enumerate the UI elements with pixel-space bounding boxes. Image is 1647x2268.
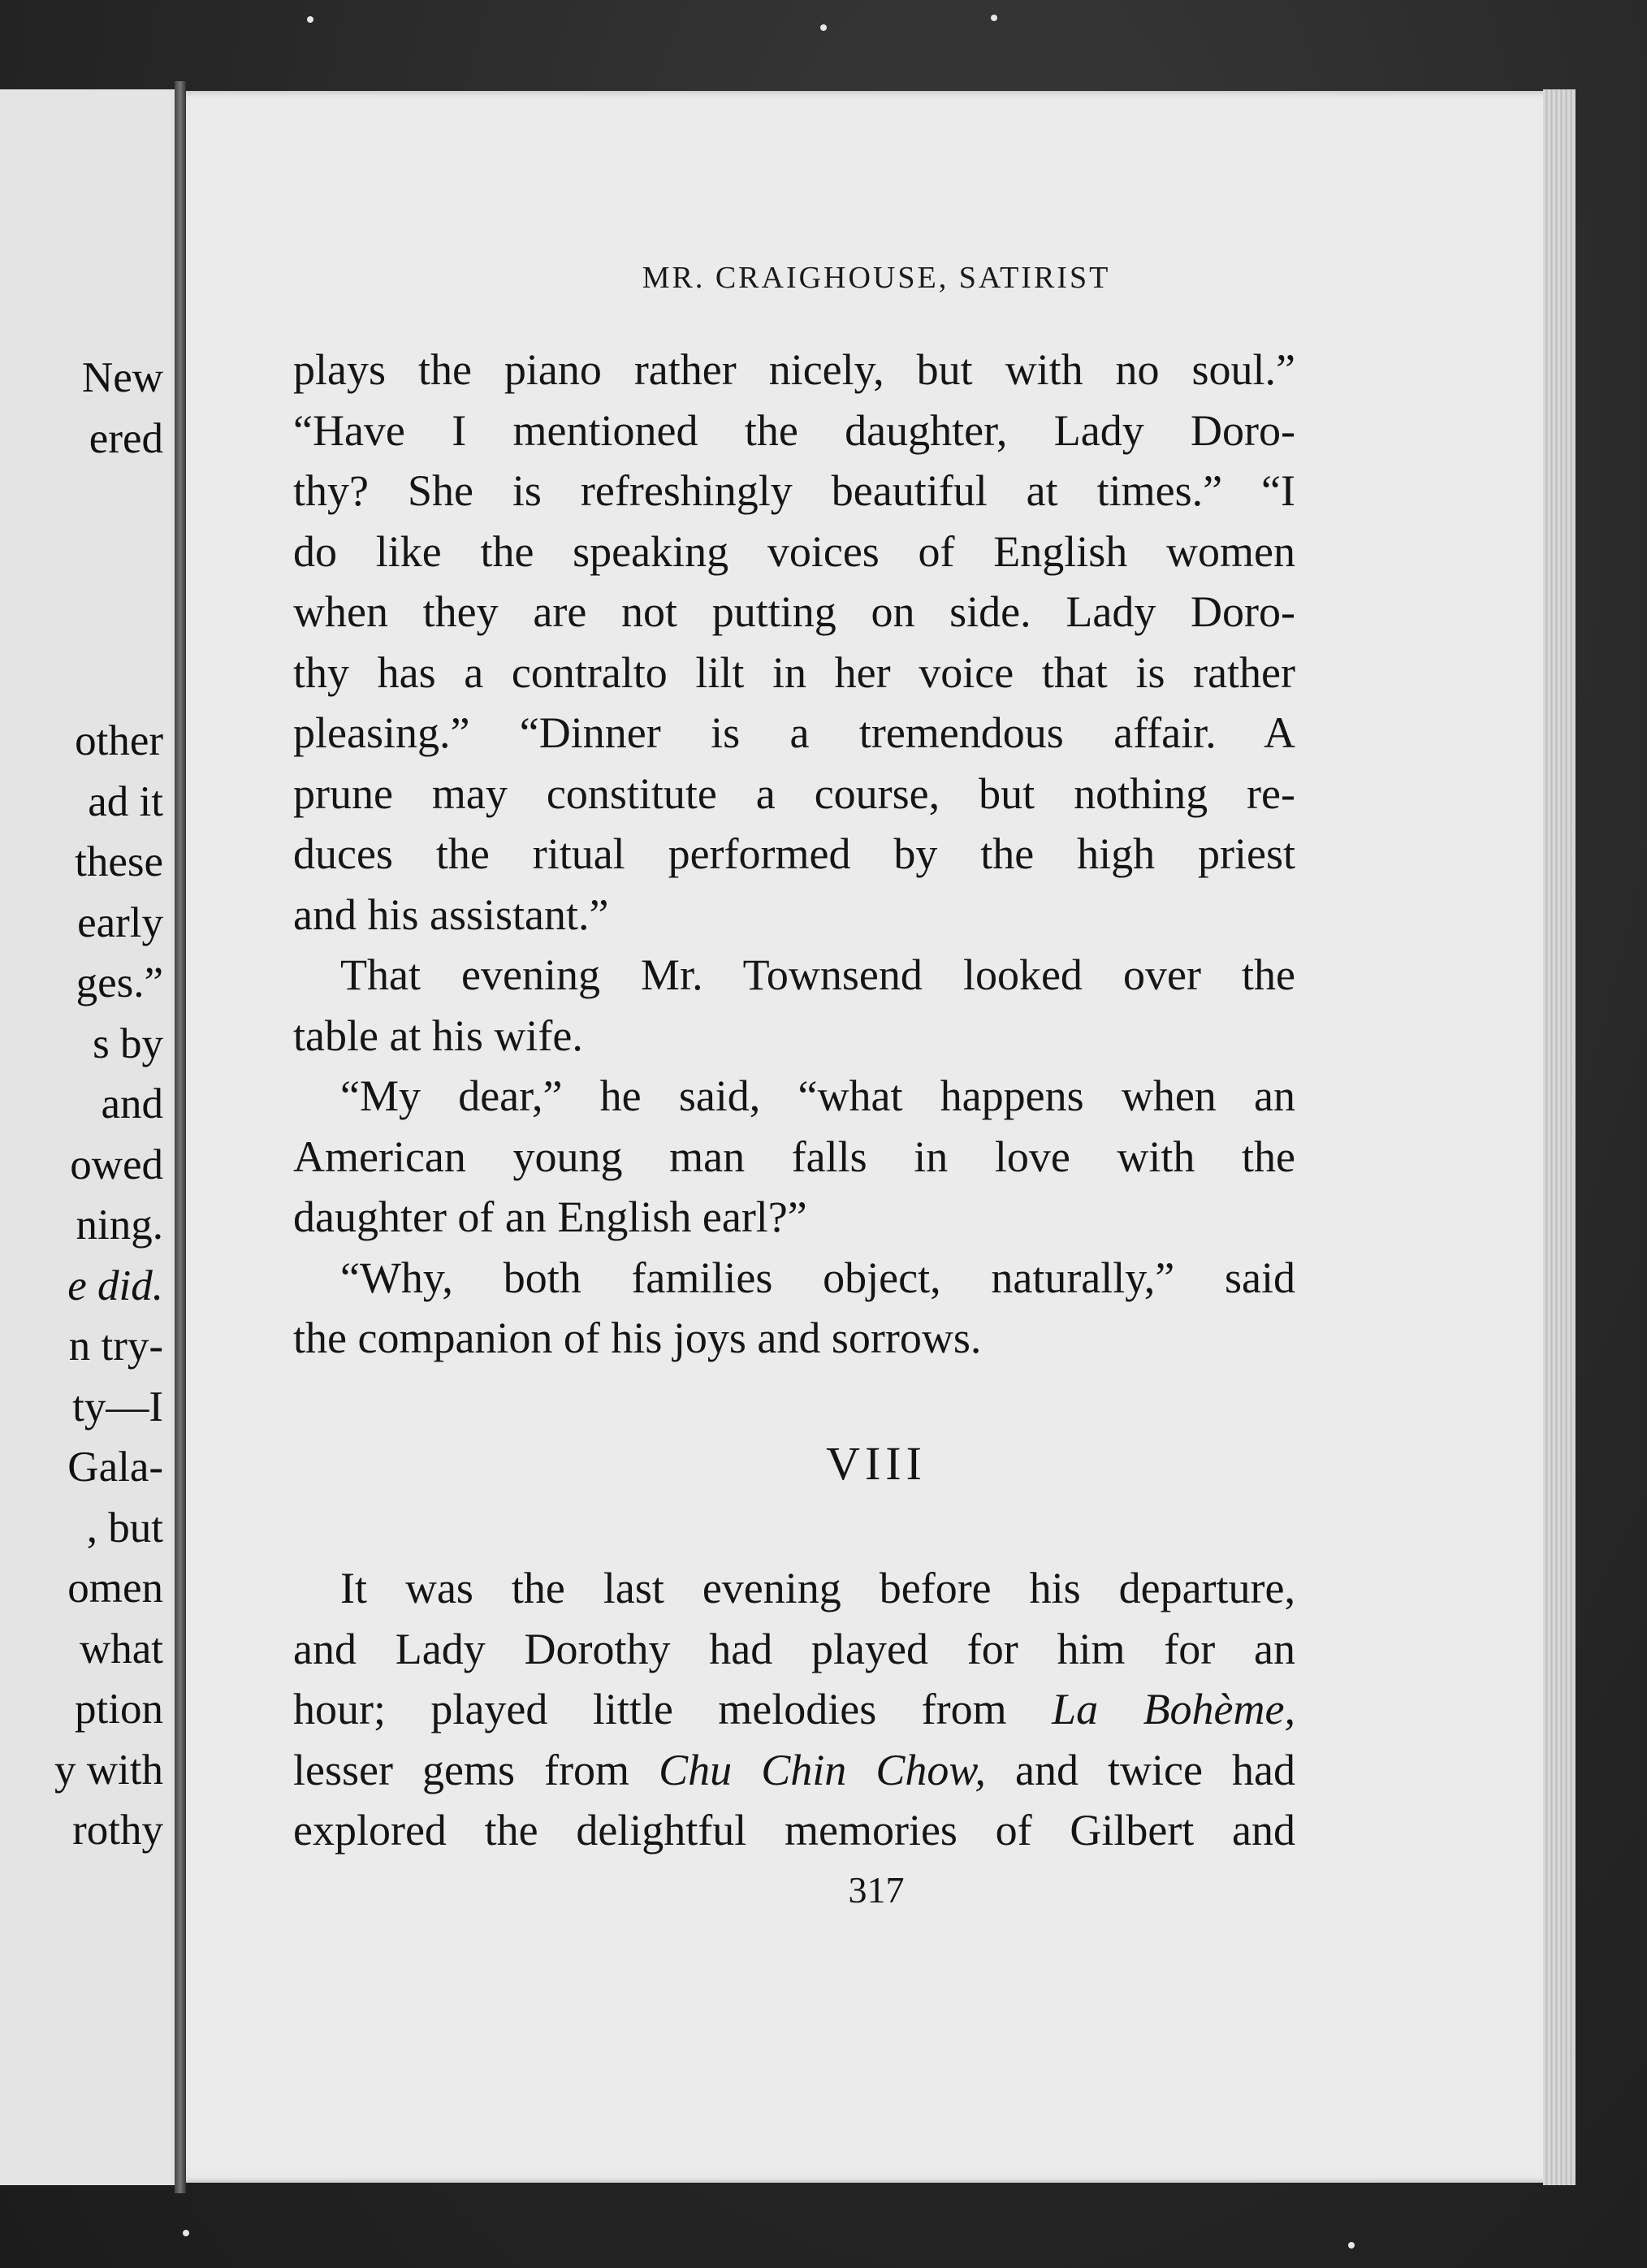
italic-title: Chu Chin Chow, (659, 1745, 986, 1794)
left-fragment: e did. (67, 1262, 163, 1309)
left-fragment: , but (86, 1504, 163, 1552)
dust-speck (1348, 2242, 1355, 2249)
left-fragment: early (77, 898, 163, 946)
text-run: and twice had (985, 1745, 1296, 1794)
text-line: explored the delightful memories of Gilbert and (293, 1806, 1295, 1855)
left-fragment (0, 469, 163, 530)
left-fragment: rothy (72, 1807, 163, 1854)
text-run: lesser gems from (293, 1745, 659, 1794)
text-line: thy? She is refreshingly beautiful at times.” “I (293, 466, 1295, 515)
text-line: pleasing.” “Dinner is a tremendous affair. A (293, 708, 1295, 757)
text-line (293, 1740, 1295, 1801)
italic-title: La Bohème, (1052, 1685, 1295, 1733)
left-fragment: s by (93, 1019, 163, 1067)
dust-speck (307, 16, 313, 23)
left-page-text (0, 348, 163, 1861)
left-fragment: omen (67, 1565, 163, 1612)
text-line: table at his wife. (293, 1011, 583, 1060)
text-line: and his assistant.” (293, 889, 609, 939)
text-line: daughter of an English earl?” (293, 1192, 807, 1241)
left-fragment: ges.” (76, 959, 163, 1006)
left-page (0, 89, 179, 2185)
left-fragment (0, 590, 163, 651)
left-fragment: New (81, 354, 163, 401)
text-line: and Lady Dorothy had played for him for an (293, 1624, 1295, 1673)
text-line: prune may constitute a course, but nothing re- (293, 768, 1295, 818)
left-fragment: and (101, 1080, 163, 1128)
left-fragment: ning. (76, 1201, 163, 1249)
left-fragment: owed (70, 1140, 163, 1188)
text-line: the companion of his joys and sorrows. (293, 1314, 982, 1362)
left-fragment: ty—I (72, 1383, 163, 1430)
text-line: when they are not putting on side. Lady Doro- (293, 587, 1295, 636)
text-line: thy has a contralto lilt in her voice that is rather (293, 647, 1295, 697)
left-fragment: ption (75, 1686, 163, 1733)
book-gutter (175, 81, 186, 2193)
text-line: American young man falls in love with the (293, 1132, 1295, 1181)
dust-speck (991, 15, 997, 21)
body-text (293, 340, 1295, 1369)
page-number: 317 (848, 1869, 905, 1911)
chapter-text (293, 1558, 1295, 1861)
left-fragment (0, 530, 163, 591)
text-line (293, 1679, 1295, 1740)
left-fragment: what (79, 1625, 163, 1673)
left-fragment: Gala- (67, 1443, 163, 1491)
left-fragment: ad it (88, 777, 163, 825)
left-fragment: these (75, 838, 163, 885)
left-fragment: n try- (68, 1322, 163, 1370)
text-line: plays the piano rather nicely, but with no soul.” (293, 345, 1295, 394)
dust-speck (820, 24, 827, 31)
text-line: duces the ritual performed by the high priest (293, 829, 1295, 878)
text-line: “Have I mentioned the daughter, Lady Doro- (293, 405, 1295, 455)
left-fragment: other (75, 717, 163, 764)
text-line: “Why, both families object, naturally,” said (340, 1253, 1295, 1302)
chapter-heading: VIII (826, 1437, 927, 1490)
dust-speck (183, 2230, 189, 2236)
text-line: do like the speaking voices of English women (293, 526, 1295, 576)
left-fragment (0, 651, 163, 712)
left-fragment: ered (89, 414, 163, 462)
text-run: hour; played little melodies from (293, 1685, 1053, 1733)
text-line: That evening Mr. Townsend looked over the (340, 950, 1295, 999)
text-line: It was the last evening before his departure, (340, 1564, 1295, 1612)
running-head: MR. CRAIGHOUSE, SATIRIST (642, 261, 1111, 295)
left-fragment: y with (54, 1746, 163, 1794)
text-line: “My dear,” he said, “what happens when an (340, 1071, 1295, 1120)
